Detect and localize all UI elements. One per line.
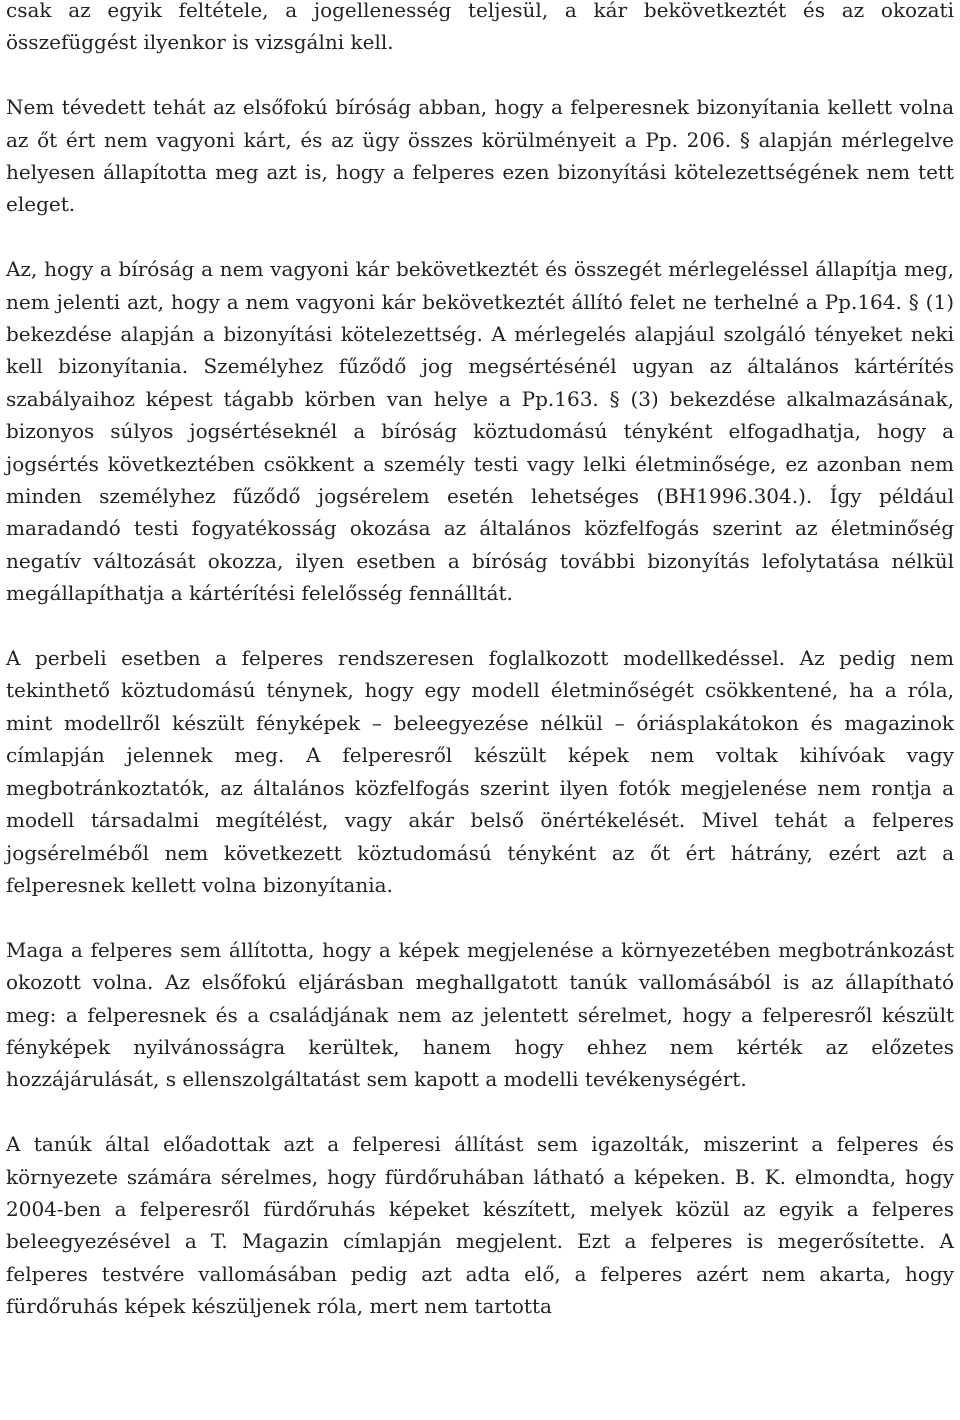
paragraph-4: A perbeli esetben a felperes rendszeresen foglalkozott modellkedéssel. Az pedig nem tekinthető köztudomású ténynek, hogy egy modell életminőségét csökkentené, ha a róla, mint modellről készült fényképek – beleegyezése nélkül – óriásplakátokon és magazinok címlapján jelennek meg. A felperesről készült képek nem voltak kihívóak vagy megbotránkoztatók, az általános közfelfogás szerint ilyen fotók megjelenése nem rontja a modell társadalmi megítélést, vagy akár belső önértékelését. Mivel tehát a felperes jogsérelméből nem következett köztudomású tényként az őt ért hátrány, ezért azt a felperesnek kellett volna bizonyítania. [6, 646, 954, 897]
paragraph-2: Nem tévedett tehát az elsőfokú bíróság abban, hogy a felperesnek bizonyítania kellett volna az őt ért nem vagyoni kárt, és az ügy összes körülményeit a Pp. 206. § alapján mérlegelve helyesen állapította meg azt is, hogy a felperes ezen bizonyítási kötelezettségének nem tett eleget. [6, 95, 954, 217]
paragraph-1: csak az egyik feltétele, a jogellenesség teljesül, a kár bekövetkeztét és az okozati összefüggést ilyenkor is vizsgálni kell. [6, 0, 954, 55]
paragraph-6: A tanúk által előadottak azt a felperesi állítást sem igazolták, miszerint a felperes és környezete számára sérelmes, hogy fürdőruhában látható a képeken. B. K. elmondta, hogy 2004-ben a felperesről fürdőruhás képeket készített, melyek közül az egyik a felperes beleegyezésével a T. Magazin címlapján megjelent. Ezt a felperes is megerősítette. A felperes testvére vallomásában pedig azt adta elő, a felperes azért nem akarta, hogy fürdőruhás képek készüljenek róla, mert nem tartotta [6, 1132, 954, 1319]
document-page [6, 0, 954, 1323]
paragraph-3: Az, hogy a bíróság a nem vagyoni kár bekövetkeztét és összegét mérlegeléssel állapítja meg, nem jelenti azt, hogy a nem vagyoni kár bekövetkeztét állító felet ne terhelné a Pp.164. § (1) bekezdése alapján a bizonyítási kötelezettség. A mérlegelés alapjául szolgáló tényeket neki kell bizonyítania. Személyhez fűződő jog megsértésénél ugyan az általános kártérítés szabályaihoz képest tágabb körben van helye a Pp.163. § (3) bekezdése alkalmazásának, bizonyos súlyos jogsértéseknél a bíróság köztudomású tényként elfogadhatja, hogy a jogsértés következtében csökkent a személy testi vagy lelki életminősége, ez azonban nem minden személyhez fűződő jogsérelem esetén lehetséges (BH1996.304.). Így például maradandó testi fogyatékosság okozása az általános közfelfogás szerint az életminőség negatív változását okozza, ilyen esetben a bíróság további bizonyítás lefolytatása nélkül megállapíthatja a kártérítési felelősség fennálltát. [6, 257, 954, 606]
paragraph-5: Maga a felperes sem állította, hogy a képek megjelenése a környezetében megbotránkozást okozott volna. Az elsőfokú eljárásban meghallgatott tanúk vallomásából is az állapítható meg: a felperesnek és a családjának nem az jelentett sérelmet, hogy a felperesről készült fényképek nyilvánosságra kerültek, hanem hogy ehhez nem kérték az előzetes hozzájárulását, s ellenszolgáltatást sem kapott a modelli tevékenységért. [6, 937, 954, 1092]
